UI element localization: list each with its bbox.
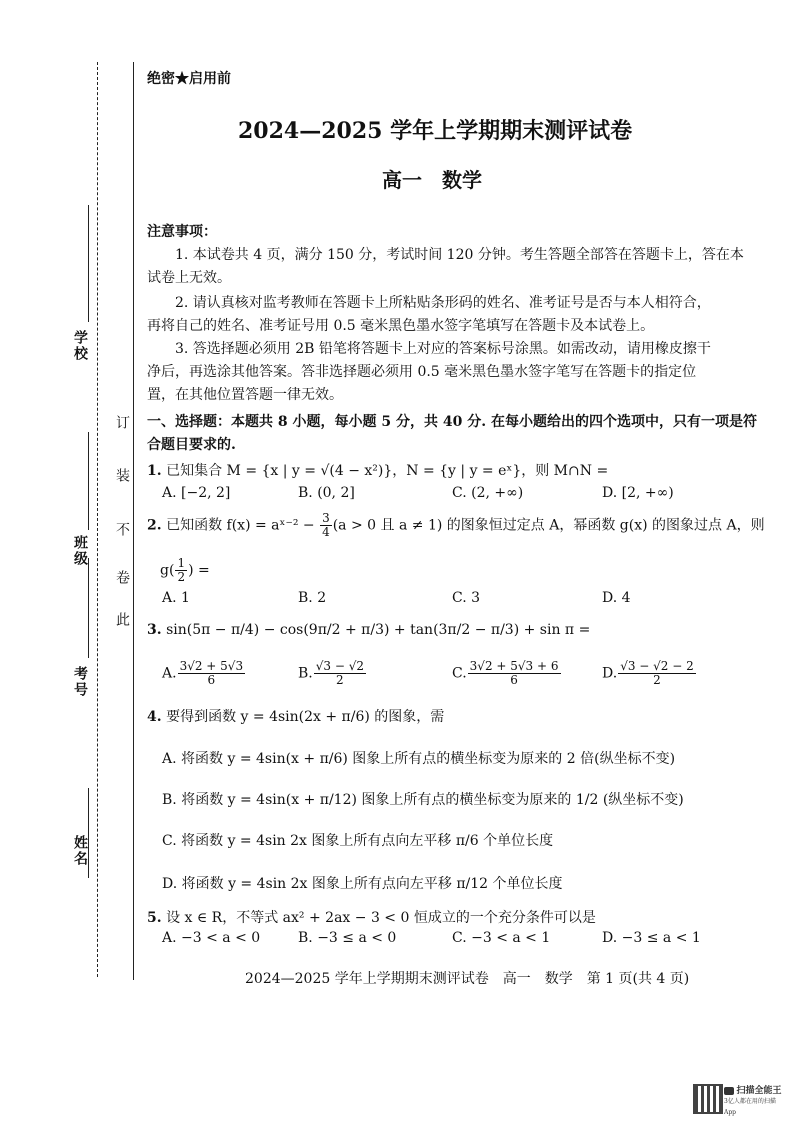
option-d: D. −3 ≤ a < 1 [602, 930, 701, 946]
exam-no-underline [88, 558, 89, 658]
option-c: C. (2, +∞) [452, 485, 524, 501]
option-d: D. $\frac{√3 - √2 - 2}{2}$ [602, 659, 694, 687]
warning-char: 装 [114, 468, 130, 482]
school-underline [88, 205, 89, 322]
notice-line: 净后，再选涂其他答案。答非选择题必须用 0.5 毫米黑色墨水签字笔写在答题卡的指定位 [147, 364, 697, 380]
option-a: A. −3 < a < 0 [162, 930, 261, 946]
option-a: A. 1 [162, 590, 190, 606]
option-a: A. 将函数 y = 4sin(x + π/6) 图象上所有点的横坐标变为原来的 2 倍(纵坐标不变) [162, 751, 676, 767]
notice-line: 再将自己的姓名、准考证号用 0.5 毫米黑色墨水签字笔填写在答题卡及本试卷上。 [147, 318, 655, 334]
option-b: B. −3 ≤ a < 0 [298, 930, 397, 946]
question-stem: 要得到函数 y = 4sin(2x + π/6) 的图象，需 [166, 709, 445, 725]
section-heading-cont: 合题目要求的. [147, 437, 236, 453]
binding-dashed-line [97, 62, 98, 977]
secret-mark: 绝密★启用前 [147, 71, 231, 87]
scanner-logo-icon [724, 1087, 734, 1095]
notice-line: 置，在其他位置答题一律无效。 [147, 387, 343, 403]
question-stem: sin(5π − π/4) − cos(9π/2 + π/3) + tan(3π/2 − π/3) + sin π = [166, 622, 591, 638]
question-stem-cont: (a > 0 且 a ≠ 1) 的图象恒过定点 A，幂函数 g(x) 的图象过点 A，则 [332, 517, 765, 534]
option-d: D. [2, +∞) [602, 485, 674, 501]
notice-heading: 注意事项： [147, 224, 217, 240]
option-c: C. −3 < a < 1 [452, 930, 551, 946]
question-number: 1. [147, 463, 162, 479]
question-3 [147, 622, 590, 638]
warning-char: 卷 [114, 570, 130, 584]
page-footer: 2024—2025 学年上学期期末测评试卷 高一 数学 第 1 页(共 4 页) [245, 971, 690, 987]
question-1 [147, 460, 608, 480]
school-label: 学校 [72, 330, 88, 362]
question-stem: 设 x ∈ R，不等式 ax² + 2ax − 3 < 0 恒成立的一个充分条件可以是 [166, 910, 596, 926]
class-underline [88, 432, 89, 530]
exam-no-label: 考号 [72, 666, 88, 698]
notice-line: 试卷上无效。 [147, 270, 231, 286]
name-label: 姓名 [72, 835, 88, 867]
warning-char: 此 [114, 612, 130, 626]
option-a: A. $\frac{3√2 + 5√3}{6}$ [162, 659, 244, 687]
notice-line: 2. 请认真核对监考教师在答题卡上所粘贴条形码的姓名、准考证号是否与本人相符合， [175, 295, 711, 311]
option-c: C. 将函数 y = 4sin 2x 图象上所有点向左平移 π/6 个单位长度 [162, 833, 554, 849]
scanner-watermark: 扫描全能王 3亿人都在用的扫描App [724, 1086, 782, 1116]
qr-code-icon [693, 1084, 723, 1114]
notice-line: 1. 本试卷共 4 页，满分 150 分，考试时间 120 分钟。考生答题全部答在答题卡上，答在本 [175, 247, 744, 263]
notice-line: 3. 答选择题必须用 2B 铅笔将答题卡上对应的答案标号涂黑。如需改动，请用橡皮擦干 [175, 341, 711, 357]
class-label: 班级 [72, 535, 88, 567]
fraction: $\frac{3}{4}$ [322, 511, 330, 539]
exam-title: 2024—2025 学年上学期期末测评试卷 [238, 118, 633, 144]
option-b: B. (0, 2] [298, 485, 355, 501]
question-number: 2. [147, 517, 162, 534]
question-5 [147, 907, 596, 927]
option-b: B. 2 [298, 590, 327, 606]
option-c: C. $\frac{3√2 + 5√3 + 6}{6}$ [452, 659, 559, 687]
question-2 [147, 512, 765, 539]
question-stem: 已知函数 f(x) = aˣ⁻² − [166, 517, 315, 534]
question-2-line2: g( $\frac{1}{2}$ ) = [160, 556, 210, 584]
exam-subtitle: 高一 数学 [382, 168, 482, 192]
option-b: B. $\frac{√3 - √2}{2}$ [298, 659, 364, 687]
question-stem: 已知集合 M = {x | y = √(4 − x²)}，N = {y | y = eˣ}，则 M∩N = [166, 463, 609, 479]
section-heading: 一、选择题：本题共 8 小题，每小题 5 分，共 40 分. 在每小题给出的四个选项中，只有一项是符 [147, 414, 757, 430]
warning-char: 订 [114, 415, 130, 429]
question-number: 4. [147, 709, 162, 725]
option-c: C. 3 [452, 590, 481, 606]
question-number: 5. [147, 910, 162, 926]
fraction: $\frac{1}{2}$ [177, 556, 186, 584]
option-a: A. [−2, 2] [162, 485, 231, 501]
option-d: D. 4 [602, 590, 631, 606]
option-b: B. 将函数 y = 4sin(x + π/12) 图象上所有点的横坐标变为原来的 1/2 (纵坐标不变) [162, 792, 684, 808]
question-4 [147, 706, 444, 726]
option-d: D. 将函数 y = 4sin 2x 图象上所有点向左平移 π/12 个单位长度 [162, 876, 563, 892]
binding-solid-line [133, 62, 134, 980]
warning-char: 不 [114, 522, 130, 536]
question-number: 3. [147, 622, 162, 638]
